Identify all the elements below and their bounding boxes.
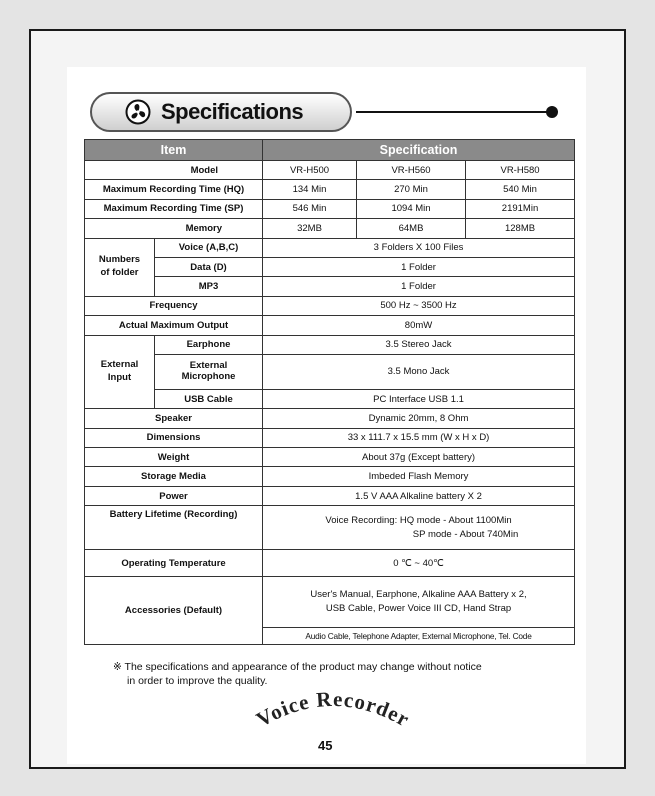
page-title: Specifications bbox=[161, 99, 304, 124]
row-label-voice: Voice (A,B,C) bbox=[155, 238, 263, 257]
cell-model-h580: VR-H580 bbox=[466, 161, 575, 180]
table-row bbox=[85, 161, 575, 180]
row-label-dimensions: Dimensions bbox=[85, 428, 263, 447]
table-row bbox=[85, 467, 575, 486]
table-row bbox=[85, 199, 575, 218]
table-row bbox=[85, 296, 575, 315]
row-label-model: Model bbox=[85, 161, 263, 180]
row-label-battery: Battery Lifetime (Recording) bbox=[85, 506, 263, 550]
battery-line2: SP mode - About 740Min bbox=[412, 528, 519, 540]
table-row bbox=[85, 219, 575, 238]
cell-mp3: 1 Folder bbox=[263, 277, 575, 296]
group-external-line2: Input bbox=[107, 371, 132, 383]
cell-microphone: 3.5 Mono Jack bbox=[263, 354, 575, 389]
table-row bbox=[85, 550, 575, 577]
cell-rec-sp-h500: 546 Min bbox=[263, 199, 357, 218]
table-row bbox=[85, 448, 575, 467]
cell-rec-hq-h580: 540 Min bbox=[466, 180, 575, 199]
table-row bbox=[85, 428, 575, 447]
cell-usb: PC Interface USB 1.1 bbox=[263, 389, 575, 408]
battery-line1: Voice Recording: HQ mode - About 1100Min bbox=[325, 515, 512, 527]
table-row bbox=[85, 257, 575, 276]
table-row bbox=[85, 335, 575, 354]
note-line1: ※ The specifications and appearance of the product may change without notice bbox=[113, 661, 482, 673]
cell-model-h500: VR-H500 bbox=[263, 161, 357, 180]
cell-rec-hq-h560: 270 Min bbox=[357, 180, 466, 199]
table-row bbox=[85, 577, 575, 628]
fan-icon bbox=[125, 99, 151, 125]
table-row bbox=[85, 354, 575, 389]
arc-text: Voice Recorder bbox=[252, 686, 414, 732]
row-label-memory: Memory bbox=[85, 219, 263, 238]
table-row bbox=[85, 409, 575, 428]
spec-table bbox=[84, 139, 575, 645]
row-label-microphone bbox=[155, 354, 263, 389]
row-label-accessories: Accessories (Default) bbox=[85, 577, 263, 645]
group-label-external bbox=[85, 335, 155, 409]
row-label-storage: Storage Media bbox=[85, 467, 263, 486]
row-label-frequency: Frequency bbox=[85, 296, 263, 315]
table-row bbox=[85, 316, 575, 335]
page-number: 45 bbox=[318, 738, 333, 753]
row-label-data: Data (D) bbox=[155, 257, 263, 276]
row-label-speaker: Speaker bbox=[85, 409, 263, 428]
row-label-rec-sp: Maximum Recording Time (SP) bbox=[85, 199, 263, 218]
cell-rec-sp-h560: 1094 Min bbox=[357, 199, 466, 218]
row-label-rec-hq: Maximum Recording Time (HQ) bbox=[85, 180, 263, 199]
table-row bbox=[85, 389, 575, 408]
cell-memory-h580: 128MB bbox=[466, 219, 575, 238]
row-label-temperature: Operating Temperature bbox=[85, 550, 263, 577]
cell-accessories-optional: Audio Cable, Telephone Adapter, External Microphone, Tel. Code bbox=[263, 628, 575, 645]
table-row bbox=[85, 486, 575, 505]
section-title-badge bbox=[90, 92, 352, 132]
cell-speaker: Dynamic 20mm, 8 Ohm bbox=[263, 409, 575, 428]
cell-temperature: 0 ℃ ~ 40℃ bbox=[263, 550, 575, 577]
svg-text:Voice Recorder bbox=[252, 687, 414, 732]
voice-recorder-arc-logo bbox=[228, 680, 438, 750]
group-folders-line2: of folder bbox=[100, 267, 139, 279]
cell-frequency: 500 Hz ~ 3500 Hz bbox=[263, 296, 575, 315]
title-rule bbox=[356, 111, 552, 113]
header-item: Item bbox=[85, 140, 263, 161]
table-row bbox=[85, 277, 575, 296]
cell-rec-hq-h500: 134 Min bbox=[263, 180, 357, 199]
row-label-output: Actual Maximum Output bbox=[85, 316, 263, 335]
note-line2: in order to improve the quality. bbox=[127, 675, 268, 687]
cell-battery bbox=[263, 506, 575, 550]
row-label-weight: Weight bbox=[85, 448, 263, 467]
group-folders-line1: Numbers bbox=[98, 254, 141, 266]
cell-rec-sp-h580: 2191Min bbox=[466, 199, 575, 218]
cell-dimensions: 33 x 111.7 x 15.5 mm (W x H x D) bbox=[263, 428, 575, 447]
accessories-line2: USB Cable, Power Voice III CD, Hand Strap bbox=[325, 603, 512, 615]
title-rule-dot bbox=[546, 106, 558, 118]
cell-memory-h500: 32MB bbox=[263, 219, 357, 238]
cell-output: 80mW bbox=[263, 316, 575, 335]
cell-voice: 3 Folders X 100 Files bbox=[263, 238, 575, 257]
row-label-mp3: MP3 bbox=[155, 277, 263, 296]
table-row bbox=[85, 238, 575, 257]
header-specification: Specification bbox=[263, 140, 575, 161]
group-external-line1: External bbox=[100, 359, 139, 371]
microphone-label-line1: External bbox=[189, 359, 228, 371]
table-row bbox=[85, 506, 575, 550]
cell-memory-h560: 64MB bbox=[357, 219, 466, 238]
cell-accessories-main bbox=[263, 577, 575, 628]
cell-weight: About 37g (Except battery) bbox=[263, 448, 575, 467]
table-row bbox=[85, 180, 575, 199]
cell-earphone: 3.5 Stereo Jack bbox=[263, 335, 575, 354]
cell-power: 1.5 V AAA Alkaline battery X 2 bbox=[263, 486, 575, 505]
row-label-power: Power bbox=[85, 486, 263, 505]
cell-data: 1 Folder bbox=[263, 257, 575, 276]
accessories-line1: User's Manual, Earphone, Alkaline AAA Battery x 2, bbox=[310, 589, 527, 600]
cell-storage: Imbeded Flash Memory bbox=[263, 467, 575, 486]
row-label-earphone: Earphone bbox=[155, 335, 263, 354]
group-label-folders bbox=[85, 238, 155, 296]
row-label-usb: USB Cable bbox=[155, 389, 263, 408]
cell-model-h560: VR-H560 bbox=[357, 161, 466, 180]
table-header-row bbox=[85, 140, 575, 161]
microphone-label-line2: Microphone bbox=[181, 370, 236, 382]
